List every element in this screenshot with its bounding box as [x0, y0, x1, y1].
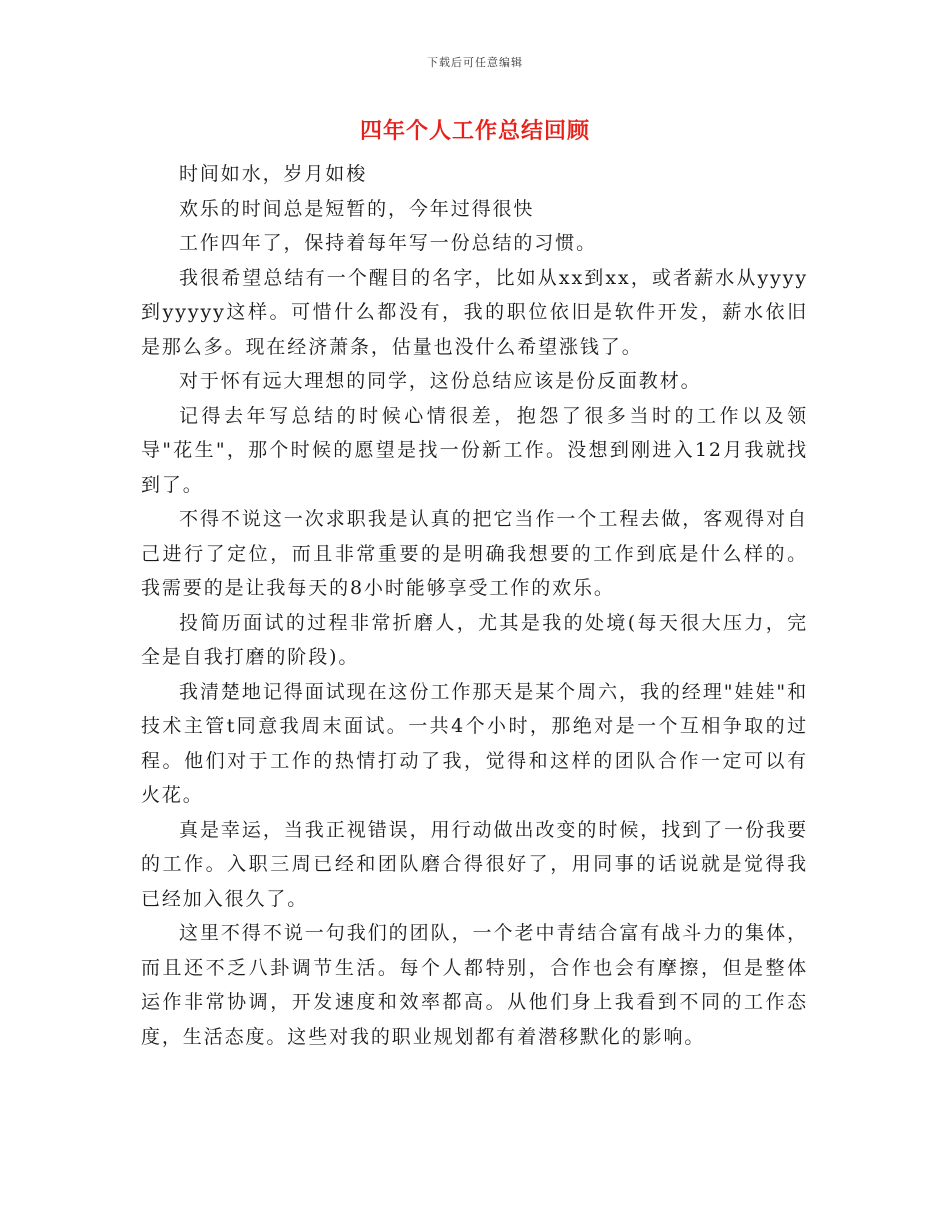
paragraph-1: 时间如水，岁月如梭 [179, 163, 368, 185]
paragraph-3: 工作四年了，保持着每年写一份总结的习惯。 [179, 232, 598, 254]
paragraph-10: 真是幸运，当我正视错误，用行动做出改变的时候，找到了一份我要的工作。入职三周已经和团队磨合得很好了，用同事的话说就是觉得我已经加入很久了。 [141, 818, 808, 910]
document-title: 四年个人工作总结回顾 [359, 118, 590, 144]
paragraph-9: 我清楚地记得面试现在这份工作那天是某个周六，我的经理"娃娃"和技术主管t同意我周末面试。一共4个小时，那绝对是一个互相争取的过程。他们对于工作的热情打动了我，觉得和这样的团队合作一定可以有火花。 [141, 680, 808, 806]
paragraph-7: 不得不说这一次求职我是认真的把它当作一个工程去做，客观得对自己进行了定位，而且非常重要的是明确我想要的工作到底是什么样的。我需要的是让我每天的8小时能够享受工作的欢乐。 [141, 508, 808, 599]
paragraph-4: 我很希望总结有一个醒目的名字，比如从xx到xx，或者薪水从yyyy到yyyyy这样。可惜什么都没有，我的职位依旧是软件开发，薪水依旧是那么多。现在经济萧条，估量也没什么希望涨钱了。 [141, 266, 808, 358]
paragraph-5: 对于怀有远大理想的同学，这份总结应该是份反面教材。 [179, 370, 702, 392]
download-note: 下载后可任意编辑 [427, 56, 523, 69]
paragraph-2: 欢乐的时间总是短暂的，今年过得很快 [179, 197, 535, 220]
paragraph-8: 投简历面试的过程非常折磨人，尤其是我的处境(每天很大压力，完全是自我打磨的阶段)。 [141, 611, 808, 668]
paragraph-6: 记得去年写总结的时候心情很差，抱怨了很多当时的工作以及领导"花生"，那个时候的愿望是找一份新工作。没想到刚进入12月我就找到了。 [141, 404, 808, 496]
paragraph-11: 这里不得不说一句我们的团队，一个老中青结合富有战斗力的集体，而且还不乏八卦调节生活。每个人都特别，合作也会有摩擦，但是整体运作非常协调，开发速度和效率都高。从他们身上我看到不同的工作态度，生活态度。这些对我的职业规划都有着潜移默化的影响。 [141, 922, 808, 1048]
document-body [141, 157, 808, 1054]
